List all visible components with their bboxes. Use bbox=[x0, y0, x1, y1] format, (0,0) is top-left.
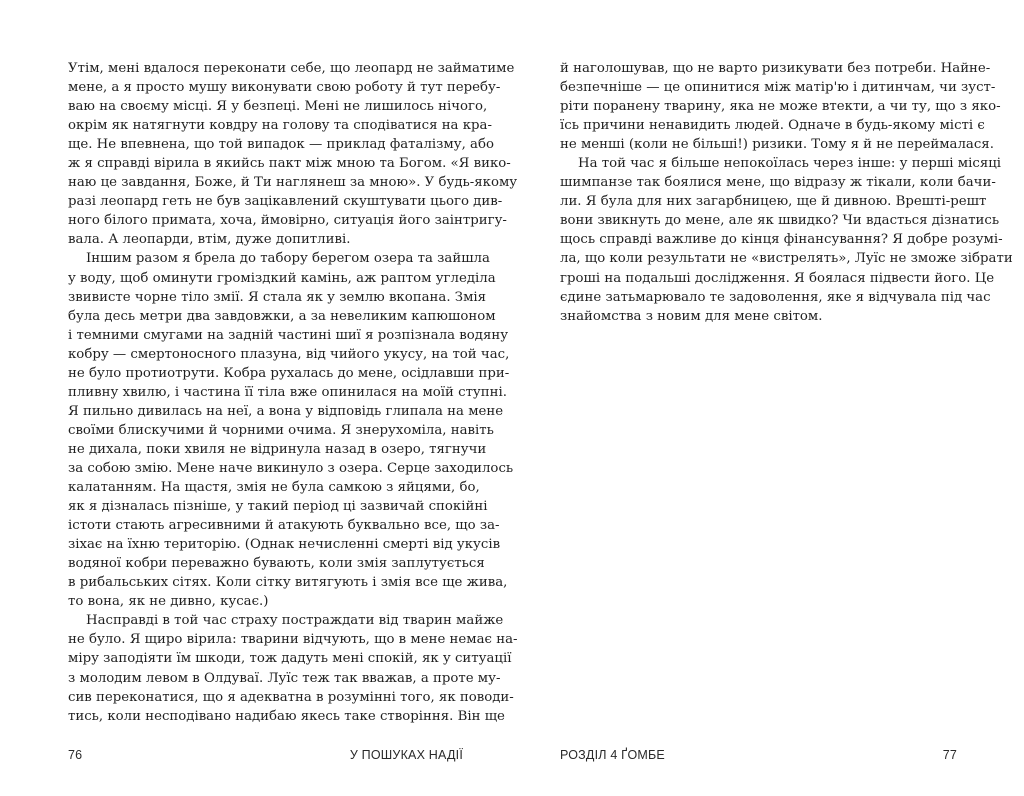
text-line: ще. Не впевнена, що той випадок — приклад фаталізму, або bbox=[68, 137, 494, 153]
right-page-body bbox=[560, 59, 1013, 326]
text-line: з молодим левом в Олдуваї. Луїс теж так вважав, а проте му- bbox=[68, 670, 501, 686]
text-line: безпечніше — це опинитися між матір'ю і дитинчам, чи зуст- bbox=[560, 80, 996, 96]
text-line: Іншим разом я брела до табору берегом озера та зайшла bbox=[86, 251, 490, 267]
text-line: шимпанзе так боялися мене, що відразу ж тікали, коли бачи- bbox=[560, 175, 996, 191]
left-running-head: У ПОШУКАХ НАДІЇ bbox=[349, 748, 463, 762]
text-line: водяної кобри переважно бувають, коли змія заплутується bbox=[68, 556, 485, 572]
text-line: гроші на подальші дослідження. Я боялася підвести його. Це bbox=[560, 270, 995, 286]
text-line: щось справді важливе до кінця фінансування? Я добре розумі- bbox=[560, 232, 1003, 248]
text-line: мене, а я просто мушу виконувати свою роботу й тут перебу- bbox=[68, 80, 501, 96]
text-line: звивисте чорне тіло змії. Я стала як у землю вкопана. Змія bbox=[68, 289, 487, 305]
text-line: вала. А леопарди, втім, дуже допитливі. bbox=[68, 232, 351, 248]
left-page-body bbox=[68, 59, 518, 726]
text-line: ж я справді вірила в якийсь пакт між мною та Богом. «Я вико- bbox=[68, 156, 511, 172]
text-line: за собою змію. Мене наче викинуло з озера. Серце заходилось bbox=[68, 460, 514, 476]
text-line: вони звикнуть до мене, але як швидко? Чи вдасться дізнатись bbox=[560, 213, 1000, 229]
text-line: як я дізналась пізніше, у такий період ці зазвичай спокійні bbox=[68, 499, 488, 515]
text-line: зіхає на їхню територію. (Однак нечисленні смерті від укусів bbox=[68, 537, 501, 553]
text-line: ли. Я була для них загарбницею, ще й дивною. Врешті-решт bbox=[560, 194, 987, 210]
text-line: Насправді в той час страху постраждати від тварин майже bbox=[86, 613, 504, 629]
text-line: й наголошував, що не варто ризикувати без потреби. Найне- bbox=[560, 61, 991, 76]
text-line: не було. Я щиро вірила: тварини відчують, що в мене немає на- bbox=[68, 632, 518, 648]
text-line: єдине затьмарювало те задоволення, яке я відчувала під час bbox=[560, 289, 991, 305]
text-line: була десь метри два завдовжки, а за невеликим капюшоном bbox=[68, 308, 496, 324]
text-line: сив переконатися, що я адекватна в розумінні того, як поводи- bbox=[68, 689, 514, 705]
text-line: у воду, щоб оминути громіздкий камінь, аж раптом угледіла bbox=[68, 270, 496, 286]
text-line: На той час я більше непокоїлась через інше: у перші місяці bbox=[578, 156, 1002, 172]
text-line: їсь причини ненавидить людей. Одначе в будь-якому місті є bbox=[560, 118, 985, 134]
text-line: разі леопард геть не був зацікавлений скуштувати цього див- bbox=[68, 194, 503, 210]
text-line: не було протиотрути. Кобра рухалась до мене, осідлавши при- bbox=[68, 365, 510, 381]
text-line: ла, що коли результати не «вистрелять», Луїс не зможе зібрати bbox=[560, 251, 1013, 267]
text-line: наю це завдання, Боже, й Ти наглянеш за мною». У будь-якому bbox=[68, 175, 518, 191]
text-line: ріти поранену тварину, яка не може втекти, а чи ту, що з яко- bbox=[560, 99, 1001, 115]
text-line: знайомства з новим для мене світом. bbox=[560, 308, 823, 324]
text-line: пливну хвилю, і частина її тіла вже опинилася на моїй ступні. bbox=[68, 384, 507, 400]
text-line: окрім як натягнути ковдру на голову та сподіватися на кра- bbox=[68, 118, 492, 134]
text-line: істоти стають агресивними й атакують буквально все, що за- bbox=[68, 518, 500, 534]
text-line: не дихала, поки хвиля не відринула назад в озеро, тягнучи bbox=[68, 441, 487, 457]
text-line: ного білого примата, хоча, ймовірно, ситуація його заінтригу- bbox=[68, 213, 507, 229]
right-page-number: 77 bbox=[942, 748, 957, 762]
right-running-head: РОЗДІЛ 4 ҐОМБЕ bbox=[560, 748, 665, 762]
left-page-number: 76 bbox=[68, 748, 83, 762]
text-line: тись, коли несподівано надибаю якесь таке створіння. Він ще bbox=[68, 708, 505, 724]
text-line: своїми блискучими й чорними очима. Я знерухоміла, навіть bbox=[68, 422, 494, 438]
text-line: кобру — смертоносного плазуна, від чийого укусу, на той час, bbox=[68, 346, 510, 362]
text-line: калатанням. На щастя, змія не була самкою з яйцями, бо, bbox=[68, 480, 480, 496]
text-line: Я пильно дивилась на неї, а вона у відповідь глипала на мене bbox=[68, 403, 504, 419]
text-line: ваю на своєму місці. Я у безпеці. Мені не лишилось нічого, bbox=[68, 99, 488, 115]
text-line: в рибальських сітях. Коли сітку витягують і змія все ще жива, bbox=[68, 575, 508, 591]
text-line: і темними смугами на задній частині шиї я розпізнала водяну bbox=[68, 327, 509, 343]
text-line: міру заподіяти їм шкоди, тож дадуть мені спокій, як у ситуації bbox=[68, 651, 512, 667]
text-line: Утім, мені вдалося переконати себе, що леопард не займатиме bbox=[68, 61, 515, 76]
right-page bbox=[512, 0, 1024, 796]
text-line: не менші (коли не більші!) ризики. Тому я й не переймалася. bbox=[560, 137, 994, 153]
text-line: то вона, як не дивно, кусає.) bbox=[68, 594, 269, 610]
